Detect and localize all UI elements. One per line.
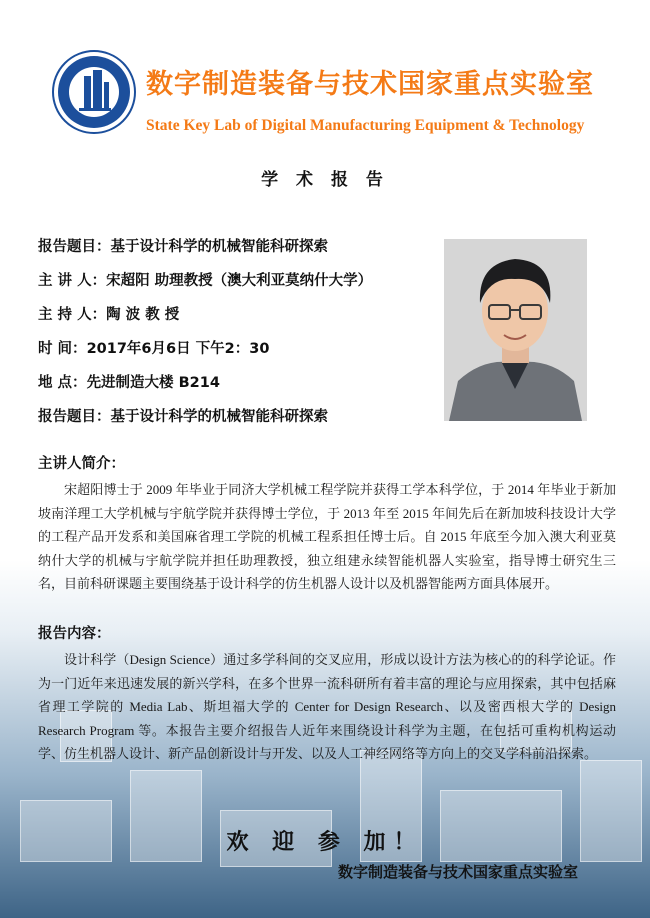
info-label: 时 间： bbox=[38, 341, 87, 357]
info-row-host bbox=[38, 304, 179, 326]
lab-seal-icon bbox=[52, 50, 136, 134]
speaker-portrait bbox=[444, 239, 587, 421]
info-row-topic bbox=[38, 236, 328, 258]
info-value: 基于设计科学的机械智能科研探索 bbox=[110, 409, 328, 425]
page-heading: 学 术 报 告 bbox=[261, 170, 389, 190]
lab-title-en: State Key Lab of Digital Manufacturing Equipment & Technology bbox=[146, 117, 585, 134]
lab-title-cn: 数字制造装备与技术国家重点实验室 bbox=[146, 69, 594, 100]
info-label: 主 讲 人： bbox=[38, 273, 107, 289]
info-label: 报告题目： bbox=[38, 409, 111, 425]
welcome-text: 欢 迎 参 加！ bbox=[226, 830, 424, 855]
info-row-location bbox=[38, 372, 220, 394]
content-section-title: 报告内容： bbox=[38, 626, 111, 642]
info-value: 先进制造大楼 B214 bbox=[86, 375, 220, 391]
info-label: 报告题目： bbox=[38, 239, 111, 255]
info-value: 2017年6月6日 下午2：30 bbox=[86, 341, 270, 357]
info-value: 陶 波 教 授 bbox=[106, 307, 180, 323]
info-label: 主 持 人： bbox=[38, 307, 107, 323]
info-row-topic-repeat bbox=[38, 406, 328, 428]
info-row-speaker bbox=[38, 270, 372, 292]
footer-organization: 数字制造装备与技术国家重点实验室 bbox=[338, 863, 579, 881]
info-label: 地 点： bbox=[38, 375, 87, 391]
content-paragraph: 设计科学（Design Science）通过多学科间的交叉应用，形成以设计方法为核心的的科学论证。作为一门近年来迅速发展的新兴学科，在多个世界一流科研所有着丰富的理论与应用探索，其中包括麻省理工学院的 Media Lab、斯坦福大学的 Center for Design Research、以及密西根大学的 Design Research Program 等。本报告主要介绍报告人近年来围绕设计科学为主题，在包括可重构机构运动学、仿生机器人设计、新产品创新设计与开发、以及人工神经网络等方向上的交叉学科前沿探索。 bbox=[38, 652, 616, 761]
info-value: 基于设计科学的机械智能科研探索 bbox=[110, 239, 328, 255]
bio-section-title: 主讲人简介： bbox=[38, 456, 125, 472]
bio-paragraph: 宋超阳博士于 2009 年毕业于同济大学机械工程学院并获得工学本科学位，于 2014 年毕业于新加坡南洋理工大学机械与宇航学院并获得博士学位，于 2013 年至 2015 年间先后在新加坡科技设计大学的工程产品开发系和美国麻省理工学院的机械工程系担任博士后。自 2015 年底至今加入澳大利亚莫纳什大学的机械与宇航学院并担任助理教授，独立组建永续智能机器人实验室，指导博士研究生三名，目前科研课题主要围绕基于设计科学的仿生机器人设计以及机器智能两方面具体展开。 bbox=[38, 482, 616, 591]
info-row-time bbox=[38, 338, 269, 360]
info-value: 宋超阳 助理教授（澳大利亚莫纳什大学） bbox=[106, 273, 373, 289]
